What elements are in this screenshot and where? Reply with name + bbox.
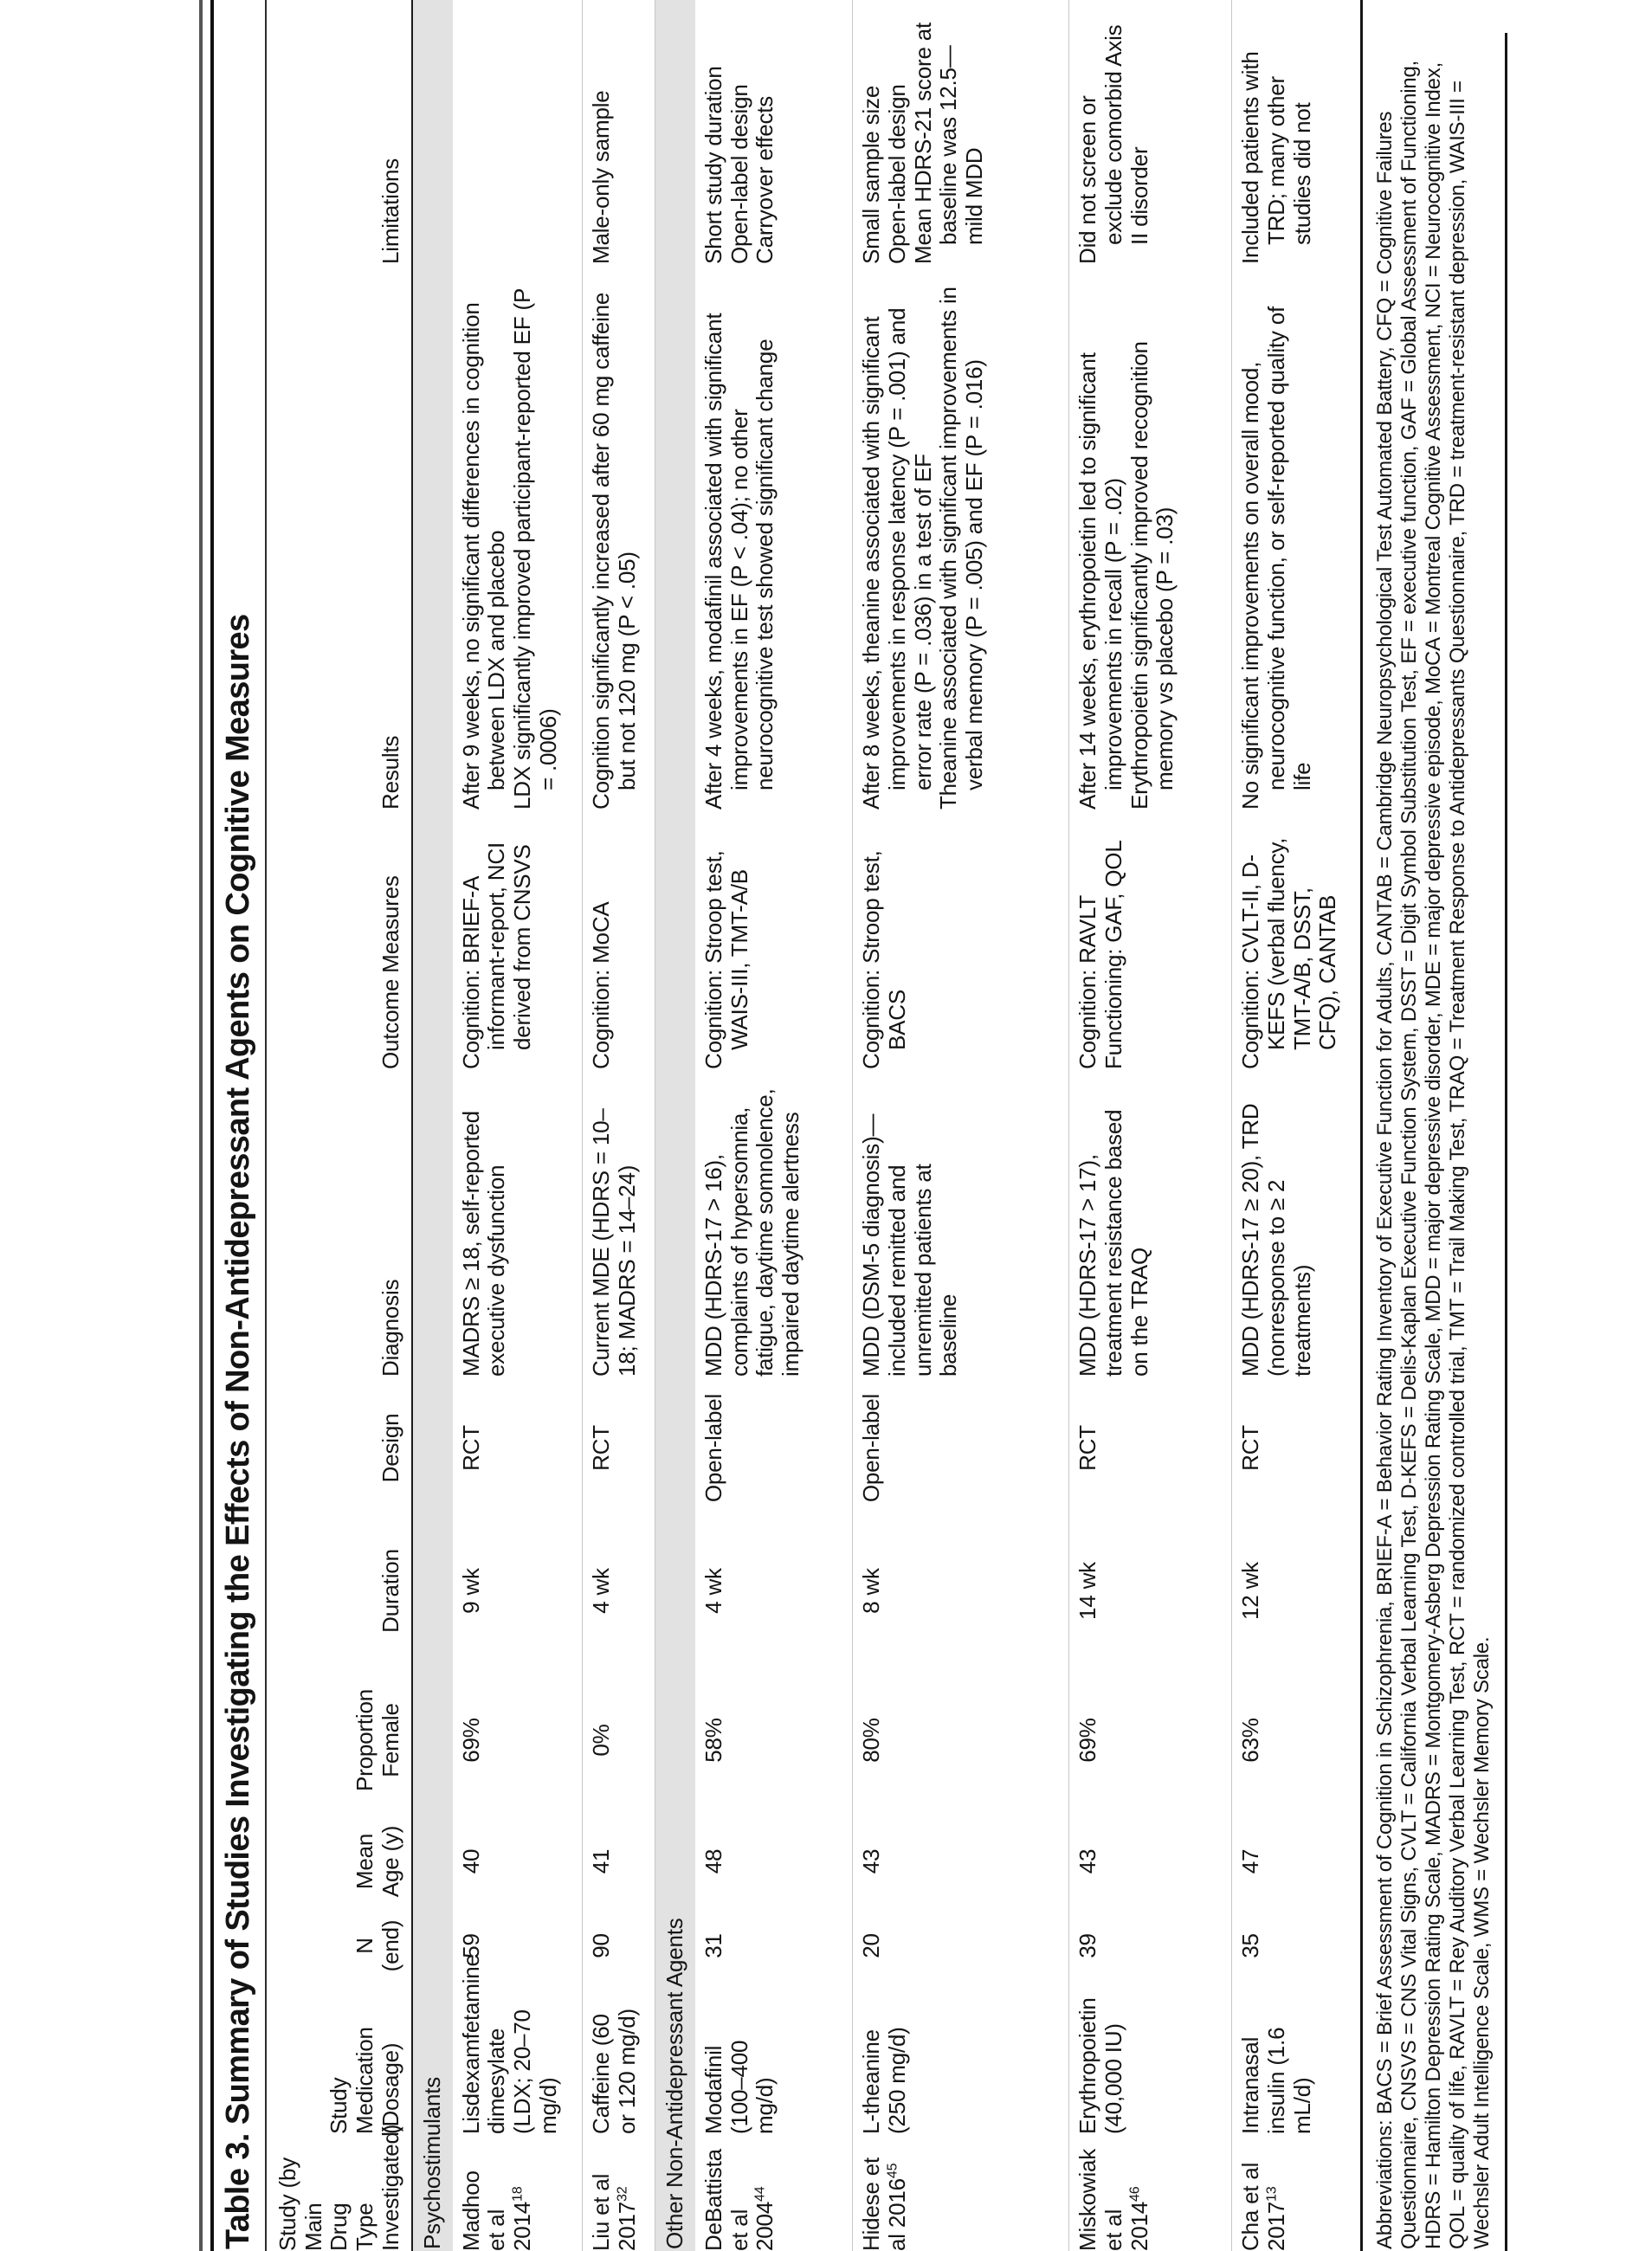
cell-study (1069, 2134, 1232, 2251)
column-header-study: Study (by Main Drug Type Investigated) (274, 2124, 403, 2251)
cell-results (453, 264, 583, 809)
study-name: Hidese et al 2016 (858, 2157, 910, 2251)
cell-diagnosis: MDD (HDRS-17 > 17), treatment resistance based on the TRAQ (1074, 1109, 1152, 1377)
study-name: DeBattista et al 2004 (700, 2149, 778, 2251)
cell-age: 47 (1237, 1848, 1264, 1874)
cell-results (695, 264, 853, 809)
column-header-female: Proportion Female (351, 1689, 403, 1791)
outcome-item: Functioning: GAF, QOL (1100, 840, 1126, 1069)
limitations-item: Included patients with TRD; many other studies did not (1237, 51, 1315, 264)
cell-n: 39 (1074, 1933, 1101, 1958)
section-label: Psychostimulants (412, 0, 453, 2251)
cell-design: RCT (1074, 1425, 1101, 1471)
cell-study (583, 2134, 655, 2251)
cell-age: 48 (700, 1848, 726, 1874)
column-header-n: N (end) (351, 1919, 403, 1972)
limitations-item: Carryover effects (752, 95, 778, 264)
cell-duration: 4 wk (700, 1568, 726, 1614)
cell-design: Open-label (858, 1393, 885, 1503)
column-header-medication: Study Medication (Dosage) (326, 2027, 403, 2134)
limitations-item: Open-label design (726, 84, 752, 264)
cell-outcome (583, 809, 655, 1069)
cell-study (853, 2134, 1069, 2251)
cell-limitations (453, 0, 583, 264)
cell-medication: L-theanine (250 mg/d) (858, 2027, 910, 2134)
cell-female: 80% (858, 1718, 885, 1763)
header-row (267, 0, 412, 2251)
cell-limitations (695, 0, 853, 264)
results-item: Erythropoietin significantly improved recognition memory vs placebo (P = .03) (1126, 341, 1178, 809)
cell-n: 90 (588, 1933, 615, 1958)
cell-results (1232, 264, 1362, 809)
cell-age: 40 (457, 1848, 484, 1874)
section-row (655, 0, 695, 2251)
cell-limitations (1232, 0, 1362, 264)
cell-diagnosis: MDD (HDRS-17 ≥ 20), TRD (nonresponse to ≥ 2 treatments) (1237, 1103, 1315, 1377)
cell-female: 58% (700, 1718, 726, 1763)
outcome-item: Cognition: Stroop test, WAIS-III, TMT-A/B (700, 850, 752, 1069)
column-header-diagnosis: Diagnosis (377, 1279, 403, 1377)
outcome-item: Cognition: MoCA (588, 901, 615, 1069)
cell-medication: Erythropoietin (40,000 IU) (1074, 1997, 1126, 2134)
cell-diagnosis: MDD (DSM-5 diagnosis)—included remitted and unremitted patients at baseline (858, 1113, 962, 1377)
table-row (853, 0, 1069, 2251)
cell-diagnosis: Current MDE (HDRS = 10–18; MADRS = 14–24) (588, 1108, 640, 1377)
column-header-outcome: Outcome Measures (377, 875, 403, 1069)
cell-female: 69% (457, 1718, 484, 1763)
column-header-limitations: Limitations (377, 158, 403, 264)
table-row (695, 0, 853, 2251)
table-row (1069, 0, 1232, 2251)
cell-medication: Lisdexamfetamine dimesylate (LDX; 20–70 mg/d) (457, 1954, 561, 2134)
cell-results (853, 264, 1069, 809)
cell-results (583, 264, 655, 809)
reference-superscript: 18 (509, 2186, 526, 2202)
table-body (412, 0, 1362, 2251)
table-row (1232, 0, 1362, 2251)
cell-study (1232, 2134, 1362, 2251)
cell-diagnosis: MADRS ≥ 18, self-reported executive dysfunction (457, 1111, 510, 1377)
reference-superscript: 32 (614, 2186, 630, 2202)
cell-design: RCT (1237, 1425, 1264, 1471)
outcome-item: Cognition: Stroop test, BACS (858, 850, 910, 1069)
abbreviations-footnote: Abbreviations: BACS = Brief Assessment of Cognition in Schizophrenia, BRIEF-A = Behavior Rating Inventory of Executive Function for Adults, CANTAB = Cambridge Neuropsychological Test Automated Battery, CFQ = Cognitive Failures Questionnaire, CNSVS = CNS Vital Signs, CVLT = California Verbal Learning Test, D-KEFS = Delis-Kaplan Executive Function System, DSST = Digit Symbol Substitution Test, EF = executive function, GAF = Global Assessment of Functioning, HDRS = Hamilton Depression Rating Scale, MADRS = Montgomery-Asberg Depression Rating Scale, MDD = major depressive disorder, MDE = major depressive episode, MoCA = Montreal Cognitive Assessment, NCI = Neurocognitive Index, QOL = quality of life, RAVLT = Rey Auditory Verbal Learning Test, RCT = randomized controlled trial, TMT = Trail Making Test, TRAQ = Treatment Response to Antidepressants Questionnaire, TRD = treatment-resistant depression, WAIS-III = Wechsler Adult Intelligence Scale, WMS = Wechsler Memory Scale. (1365, 33, 1507, 2251)
cell-outcome (453, 809, 583, 1069)
cell-duration: 14 wk (1074, 1562, 1101, 1620)
cell-outcome (695, 809, 853, 1069)
limitations-item: Open-label design (884, 84, 910, 264)
cell-age: 41 (588, 1848, 615, 1874)
cell-medication: Caffeine (60 or 120 mg/d) (588, 2008, 640, 2134)
rotated-table (199, 0, 1494, 2251)
cell-design: RCT (457, 1425, 484, 1471)
studies-table (267, 0, 1363, 2251)
reference-superscript: 45 (884, 2163, 900, 2179)
column-header-results: Results (377, 735, 403, 809)
column-header-duration: Duration (377, 1549, 403, 1633)
cell-n: 20 (858, 1933, 885, 1958)
cell-duration: 9 wk (457, 1568, 484, 1614)
outcome-item: Cognition: CVLT-II, D-KEFS (verbal fluency, TMT-A/B, DSST, CFQ), CANTAB (1237, 837, 1341, 1069)
results-item: After 8 weeks, theanine associated with significant improvements in response latency (P = .001) and error rate (P = .036) in a test of EF (858, 307, 936, 809)
results-item: After 9 weeks, no significant differences in cognition between LDX and placebo (457, 302, 510, 809)
study-name: Miskowiak et al 2014 (1074, 2148, 1152, 2251)
results-item: After 14 weeks, erythropoietin led to significant improvements in recall (P = .02) (1074, 352, 1126, 809)
cell-outcome (853, 809, 1069, 1069)
study-name: Madhoo et al 2014 (457, 2170, 535, 2251)
limitations-item: Short study duration (700, 66, 726, 264)
cell-female: 69% (1074, 1718, 1101, 1763)
cell-diagnosis: MDD (HDRS-17 > 16), complaints of hypersomnia, fatigue, daytime somnolence, impaired daytime alertness (700, 1088, 803, 1377)
reference-superscript: 13 (1263, 2186, 1280, 2202)
cell-n: 59 (457, 1933, 484, 1958)
study-name: Liu et al 2017 (588, 2173, 640, 2251)
limitations-item: Small sample size (858, 85, 885, 264)
cell-age: 43 (1074, 1848, 1101, 1874)
results-item: LDX significantly improved participant-reported EF (P = .0006) (509, 288, 561, 809)
cell-limitations (583, 0, 655, 264)
results-item: Theanine associated with significant improvements in verbal memory (P = .005) and EF (P = .016) (935, 287, 987, 809)
cell-medication: Intranasal insulin (1.6 mL/d) (1237, 2027, 1315, 2134)
column-header-age: Mean Age (y) (351, 1825, 403, 1898)
table-row (453, 0, 583, 2251)
column-header-design: Design (377, 1413, 403, 1483)
section-label: Other Non-Antidepressant Agents (655, 0, 695, 2251)
limitations-item: Male-only sample (588, 90, 615, 264)
cell-medication: Modafinil (100–400 mg/d) (700, 2040, 778, 2134)
table-title: Table 3. Summary of Studies Investigating the Effects of Non-Antidepressant Agents on Cognitive Measures (214, 0, 267, 2251)
cell-n: 35 (1237, 1933, 1264, 1958)
study-name: Cha et al 2017 (1237, 2162, 1289, 2251)
limitations-item: Did not screen or exclude comorbid Axis II disorder (1074, 24, 1152, 264)
results-item: No significant improvements on overall mood, neurocognitive function, or self-reported quality of life (1237, 306, 1315, 809)
table-top-rule (199, 0, 214, 2251)
results-item: After 4 weeks, modafinil associated with significant improvements in EF (P < .04); no other neurocognitive test showed significant change (700, 313, 778, 809)
table-header (267, 0, 412, 2251)
reference-superscript: 44 (752, 2186, 768, 2202)
cell-outcome (1232, 809, 1362, 1069)
cell-age: 43 (858, 1848, 885, 1874)
cell-duration: 8 wk (858, 1568, 885, 1614)
results-item: Cognition significantly increased after 60 mg caffeine but not 120 mg (P < .05) (588, 292, 640, 809)
cell-study (453, 2134, 583, 2251)
table-row (583, 0, 655, 2251)
section-row (412, 0, 453, 2251)
cell-duration: 4 wk (588, 1568, 615, 1614)
cell-limitations (1069, 0, 1232, 264)
cell-limitations (853, 0, 1069, 264)
outcome-item: Cognition: RAVLT (1074, 894, 1101, 1069)
cell-study (695, 2134, 853, 2251)
cell-female: 0% (588, 1724, 615, 1757)
limitations-item: Mean HDRS-21 score at baseline was 12.5—mild MDD (909, 22, 987, 264)
reference-superscript: 46 (1126, 2186, 1142, 2202)
cell-outcome (1069, 809, 1232, 1069)
cell-design: Open-label (700, 1393, 726, 1503)
cell-design: RCT (588, 1425, 615, 1471)
cell-female: 63% (1237, 1718, 1264, 1763)
cell-n: 31 (700, 1933, 726, 1958)
cell-duration: 12 wk (1237, 1562, 1264, 1620)
cell-results (1069, 264, 1232, 809)
outcome-item: Cognition: BRIEF-A informant-report, NCI derived from CNSVS (457, 842, 535, 1069)
